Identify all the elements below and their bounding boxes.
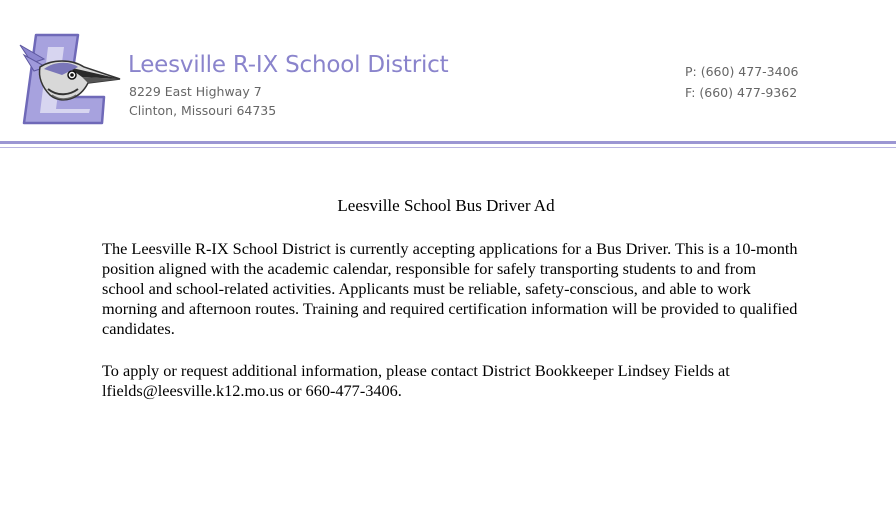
header-divider-thick [0,141,896,144]
bluejay-logo-icon [18,33,122,127]
body-paragraph-position: The Leesville R-IX School District is currently accepting applications for a Bus Driver. This is a 10-month position aligned with the academic calendar, responsible for safely transporting students to and from school and school-related activities. Applicants must be reliable, safety-conscious, and able to work morning and afternoon routes. Training and required certification information will be provided to qualified candidates. [102,239,798,338]
letterhead [0,0,896,150]
body-paragraph-contact: To apply or request additional information, please contact District Bookkeeper Lindsey Fields at lfields@leesville.k12.mo.us or 660-477-3406. [102,361,730,400]
header-divider-thin [0,147,896,148]
document-title: Leesville School Bus Driver Ad [337,196,555,215]
phone-number: P: (660) 477-3406 [685,64,799,79]
fax-number: F: (660) 477-9362 [685,85,798,100]
district-name: Leesville R-IX School District [128,52,449,78]
address-street: 8229 East Highway 7 [129,84,262,99]
address-city: Clinton, Missouri 64735 [129,103,277,118]
